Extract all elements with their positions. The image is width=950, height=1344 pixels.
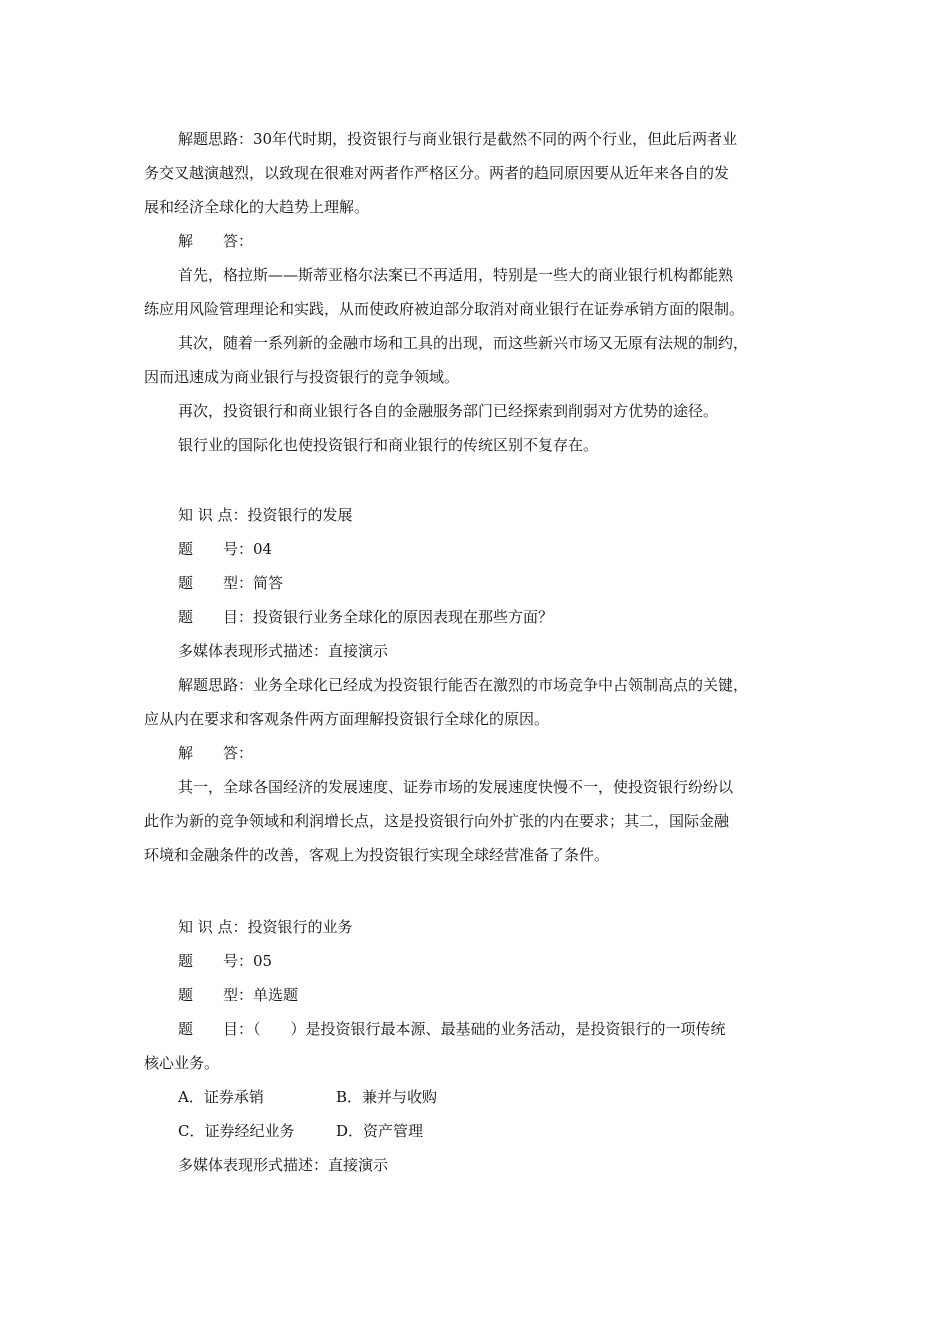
section-gap (144, 872, 806, 910)
approach-line: 展和经济全球化的大趋势上理解。 (144, 198, 370, 216)
answer-label: 解 答： (178, 744, 254, 762)
question-type: 题 型：简答 (178, 574, 284, 592)
answer-line: 练应用风险管理理论和实践，从而使政府被迫部分取消对商业银行在证券承销方面的限制。 (144, 300, 745, 318)
option-c: C．证券经纪业务 (178, 1122, 295, 1140)
question-text: 核心业务。 (144, 1054, 220, 1072)
media-description: 多媒体表现形式描述：直接演示 (178, 642, 389, 660)
document-page (144, 122, 806, 1182)
answer-line: 其次，随着一系列新的金融市场和工具的出现，而这些新兴市场又无原有法规的制约， (178, 334, 749, 352)
answer-line: 环境和金融条件的改善，客观上为投资银行实现全球经营准备了条件。 (144, 846, 610, 864)
answer-label: 解 答： (178, 232, 254, 250)
media-description: 多媒体表现形式描述：直接演示 (178, 1156, 389, 1174)
question-text: 题 目：投资银行业务全球化的原因表现在那些方面？ (178, 608, 554, 626)
question-number: 题 号：05 (178, 952, 273, 970)
approach-line: 解题思路：业务全球化已经成为投资银行能否在激烈的市场竞争中占领制高点的关键， (178, 676, 749, 694)
knowledge-point: 知 识 点：投资银行的业务 (178, 918, 353, 936)
question-type: 题 型：单选题 (178, 986, 299, 1004)
section-gap (144, 462, 806, 498)
question-text: 题 目：（ ）是投资银行最本源、最基础的业务活动，是投资银行的一项传统 (178, 1020, 726, 1038)
approach-line: 务交叉越演越烈，以致现在很难对两者作严格区分。两者的趋同原因要从近年来各自的发 (144, 164, 730, 182)
knowledge-point: 知 识 点：投资银行的发展 (178, 506, 353, 524)
answer-line: 此作为新的竞争领域和利润增长点，这是投资银行向外扩张的内在要求；其二，国际金融 (144, 812, 730, 830)
options-row (144, 1080, 806, 1114)
approach-line: 应从内在要求和客观条件两方面理解投资银行全球化的原因。 (144, 710, 550, 728)
options-row (144, 1114, 806, 1148)
answer-line: 首先，格拉斯——斯蒂亚格尔法案已不再适用，特别是一些大的商业银行机构都能熟 (178, 266, 734, 284)
answer-line: 因而迅速成为商业银行与投资银行的竞争领域。 (144, 368, 460, 386)
approach-line: 解题思路：30年代时期，投资银行与商业银行是截然不同的两个行业，但此后两者业 (178, 130, 738, 148)
option-d: D．资产管理 (336, 1122, 424, 1140)
question-number: 题 号：04 (178, 540, 273, 558)
option-a: A．证券承销 (178, 1088, 264, 1106)
answer-line: 其一，全球各国经济的发展速度、证券市场的发展速度快慢不一，使投资银行纷纷以 (178, 778, 734, 796)
option-b: B．兼并与收购 (336, 1088, 438, 1106)
answer-line: 银行业的国际化也使投资银行和商业银行的传统区别不复存在。 (178, 436, 599, 454)
answer-line: 再次，投资银行和商业银行各自的金融服务部门已经探索到削弱对方优势的途径。 (178, 402, 719, 420)
